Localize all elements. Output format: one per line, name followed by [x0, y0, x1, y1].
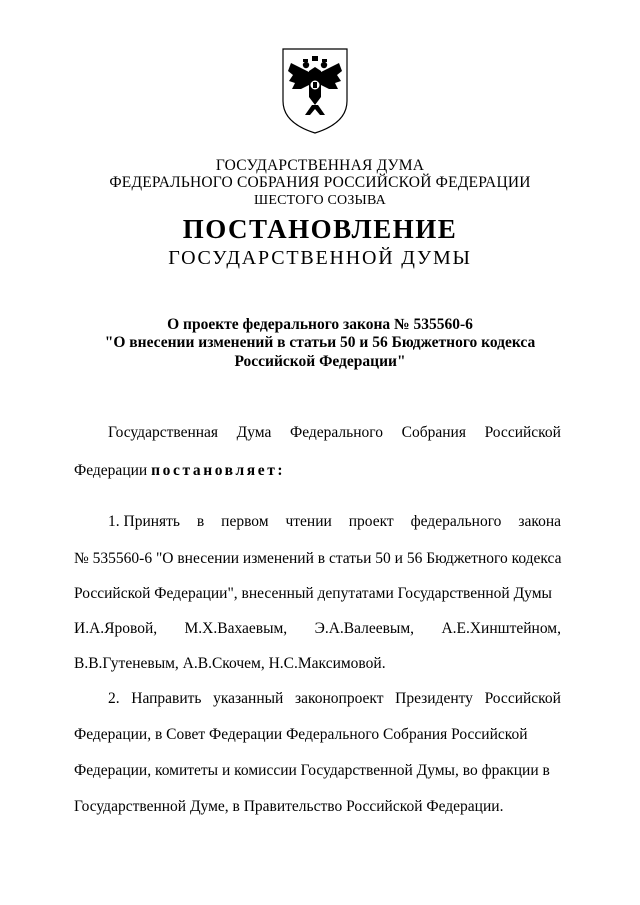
word: указанный [213, 690, 284, 707]
word: Направить [131, 690, 202, 707]
deputy-name: А.Е.Хинштейном, [441, 620, 561, 637]
resolves-word: постановляет: [151, 462, 286, 479]
word: 2. [108, 690, 120, 707]
point1-line [108, 513, 561, 531]
point2-line [108, 690, 561, 708]
word: федерального [410, 513, 502, 530]
word: 1. Принять [108, 513, 181, 530]
word: проект [348, 513, 394, 530]
point2-line: Федерации, в Совет Федерации Федерального Собрания Российской [74, 726, 528, 743]
word: закона [518, 513, 561, 530]
subject-line: Российской Федерации" [234, 353, 406, 370]
word: Президенту [395, 690, 473, 707]
word: Федерального [289, 424, 384, 441]
word: Федерации [74, 462, 148, 479]
subject-line: "О внесении изменений в статьи 50 и 56 Бюджетного кодекса [104, 334, 536, 351]
intro-line [108, 424, 561, 442]
deputy-name: Э.А.Валеевым, [314, 620, 415, 637]
word: Государственная [108, 424, 219, 441]
document-subtitle: ГОСУДАРСТВЕННОЙ ДУМЫ [168, 247, 472, 269]
point1-line: № 535560-6 "О внесении изменений в статьи 50 и 56 Бюджетного кодекса [74, 550, 562, 567]
word: первом [221, 513, 269, 530]
word: Собрания [401, 424, 466, 441]
word: Дума [236, 424, 272, 441]
point2-line: Федерации, комитеты и комиссии Государственной Думы, во фракции в [74, 762, 550, 779]
word: Российской [484, 690, 561, 707]
word: чтении [285, 513, 332, 530]
document-title: ПОСТАНОВЛЕНИЕ [182, 214, 458, 244]
state-emblem-icon [279, 45, 351, 135]
point1-line: Российской Федерации", внесенный депутатами Государственной Думы [74, 585, 552, 602]
point1-line [74, 620, 561, 638]
point2-line: Государственной Думе, в Правительство Российской Федерации. [74, 798, 504, 815]
assembly-name: ФЕДЕРАЛЬНОГО СОБРАНИЯ РОССИЙСКОЙ ФЕДЕРАЦИИ [109, 174, 531, 191]
deputy-name: И.А.Яровой, [74, 620, 158, 637]
word: законопроект [294, 690, 384, 707]
duma-name: ГОСУДАРСТВЕННАЯ ДУМА [215, 157, 425, 174]
word: Российской [484, 424, 561, 441]
deputy-name: М.Х.Вахаевым, [184, 620, 288, 637]
convocation: ШЕСТОГО СОЗЫВА [254, 193, 386, 208]
word: в [196, 513, 205, 530]
subject-line: О проекте федерального закона № 535560-6 [167, 316, 473, 333]
point1-line: В.В.Гутеневым, А.В.Скочем, Н.С.Максимовой. [74, 655, 386, 672]
intro-line [74, 462, 561, 480]
